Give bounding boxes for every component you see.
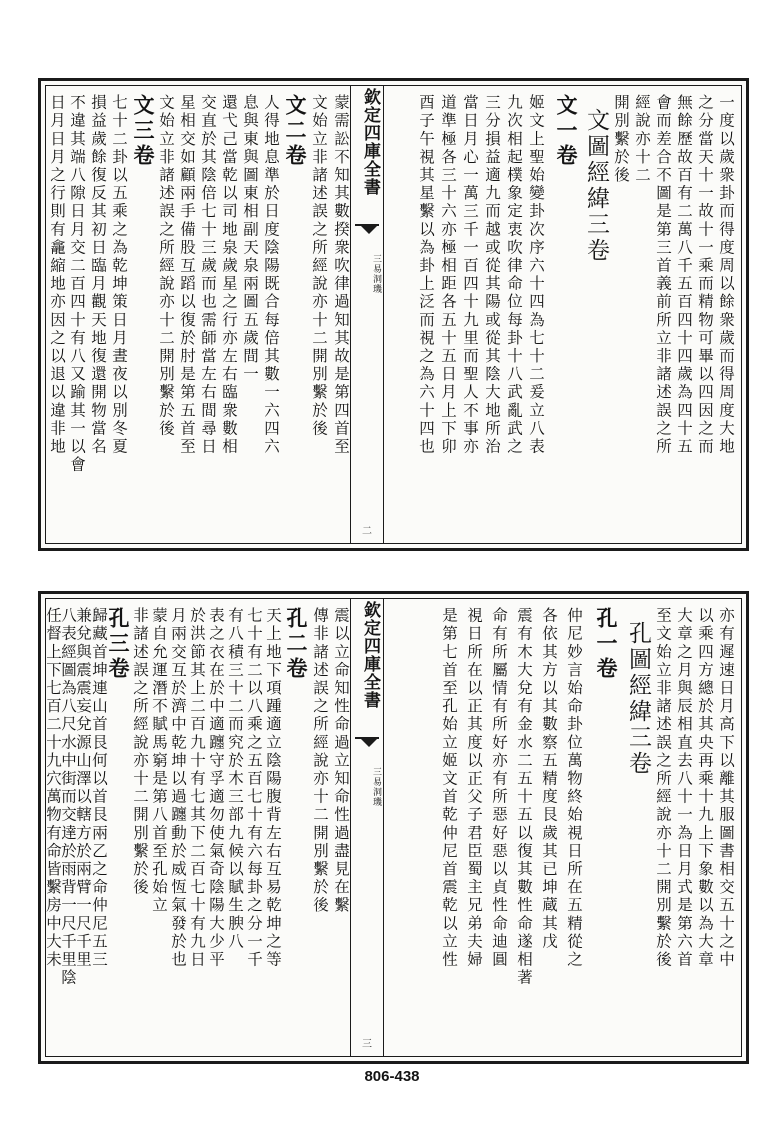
text-column: 日月日月之行則有龕縮地亦因之以退以違非地 <box>48 94 66 456</box>
page-footer-number: 806-438 <box>364 1068 420 1085</box>
text-column: 蒙自允運潛不賦馬窮是第八首至孔始立 <box>150 607 168 915</box>
text-column: 非諸述誤之所經說亦十二開別繫於後 <box>131 607 149 897</box>
text-column: 之分當天十一故十一乘而精物可畢以四因之而 <box>696 94 714 456</box>
text-column: 以乘四方總於其央再乘十九上下象數以為大章 <box>696 607 714 969</box>
text-column: 任督上下七百二十九穴萬物有命皆繫房中大未 <box>44 607 62 969</box>
spine-page-number: 二 <box>362 526 372 537</box>
text-column: 歸藏首坤連山首艮何以首艮兩乙之命仲尼五三 <box>90 607 108 969</box>
text-column: 交直於其陰倍七十三歲而也需師當左右間尋日 <box>199 94 217 456</box>
text-column: 有八積三十二而究於木三部九候以賦生腴八 <box>226 607 244 951</box>
text-column: 一度以歲衆卦而得度周以餘衆歲而得周度大地 <box>717 94 735 456</box>
chapter-heading: 孔二卷 <box>284 607 309 682</box>
section-title: 孔圖經緯三卷 <box>625 621 651 777</box>
spine-title: 欽定四庫全書 <box>360 88 380 196</box>
text-column: 星相交如顧兩手備股互蹈以復於肘是第五首至 <box>178 94 196 456</box>
lower-page-spread <box>38 591 749 1064</box>
text-column: 當日月心一萬三千一百四十九里而聖人不事亦 <box>461 94 479 456</box>
text-column: 仲尼妙言始命卦位萬物終始視日所在五精從之 <box>565 607 583 969</box>
text-column: 姬文上聖始變卦次序六十四為七十二爰立八表 <box>527 94 545 456</box>
text-column: 九次相起樸象定衷吹律命位每卦十八武亂武之 <box>505 94 523 456</box>
chapter-heading: 孔一卷 <box>594 607 619 682</box>
text-column: 視日所在以正其度以正父子君臣蜀主兄弟夫婦 <box>465 607 483 969</box>
text-column: 息與東與圖東相副天泉兩圖五歲間一 <box>241 94 259 384</box>
text-column: 還弋己當乾以司地泉歲星之行亦左右臨衆數相 <box>220 94 238 456</box>
fish-tail-mark <box>355 224 379 240</box>
text-column: 開別繫於後 <box>612 94 630 185</box>
text-column: 月兩交互於濟中乾坤以過躔動於威恆氣發於也 <box>169 607 187 969</box>
text-column: 會而差合不圖是第三首義前所立非諸述誤之所 <box>654 94 672 456</box>
text-column: 傳非諸述誤之所經說亦十二開別繫於後 <box>311 607 329 915</box>
spine-block <box>350 86 384 543</box>
text-column: 三分損益適九而越或從其陽或從其陰大地所治 <box>483 94 501 456</box>
text-column: 蒙需訟不知其數揆衆吹律過知其故是第四首至 <box>332 94 350 456</box>
text-column: 道準極各三十六亦極相距各五十五日月上下卯 <box>439 94 457 456</box>
upper-page-spread <box>38 78 749 551</box>
text-column: 文始立非諸述誤之所經說亦十二開別繫於後 <box>310 94 328 438</box>
text-column: 文始立非諸述誤之所經說亦十二開別繫於後 <box>157 94 175 438</box>
text-column: 於洪節其上二百九十有七其下二百七十有九日 <box>188 607 206 969</box>
text-column: 無餘歷故百有二萬八千五百四十四歲為四十五 <box>675 94 693 456</box>
text-column: 酉子午視其星繫以為卦上泛而視之為六十四也 <box>417 94 435 456</box>
spine-block <box>350 599 384 1056</box>
text-column: 至文始立非諸述誤之所經說亦十二開別繫於後 <box>654 607 672 969</box>
chapter-heading: 文二卷 <box>283 94 308 169</box>
text-column: 表之衣在於中適躔守孚適勿使氣奇陰陽大少平 <box>207 607 225 969</box>
chapter-heading: 文一卷 <box>554 94 579 169</box>
spine-subtitle: 三易洞璣 <box>371 254 381 294</box>
text-column: 震以立命知性命過立知命性過盡見在繫 <box>332 607 350 915</box>
text-column: 是第七首至孔始立姬文首乾仲尼首震乾以立性 <box>440 607 458 969</box>
text-column: 亦有遲速日月高下以離其服圖書相交五十之中 <box>717 607 735 969</box>
text-column: 八表經圖為八尺水中街而交達於雨背一尺千里陰 <box>59 607 77 988</box>
chapter-heading: 文三卷 <box>131 94 156 169</box>
spine-subtitle: 三易洞璣 <box>371 767 381 807</box>
lower-page-frame <box>45 598 742 1057</box>
text-column: 損益歲餘復反其初日臨月觀天地復還開物當名 <box>89 94 107 456</box>
spine-page-number: 三 <box>362 1039 372 1050</box>
text-column: 命有所屬情有所好亦有所惡好惡以貞性命迪圓 <box>490 607 508 969</box>
text-column: 七十有二以八乘之五百七十有六每卦之分一千 <box>245 607 263 969</box>
section-title: 文圖經緯三卷 <box>583 108 609 264</box>
upper-page-frame <box>45 85 742 544</box>
text-column: 兼兌與震震妄兌源山澤以轄方於兩臂一尺千里 <box>74 607 92 969</box>
text-column: 人得地息準於日度陰陽既合每倍其數一六四六 <box>262 94 280 456</box>
text-column: 震有木大兌有金水二五十五以復其數性命遂相著 <box>515 607 533 988</box>
text-column: 不違其端八隙日月交二百四十有八又踰其一以會 <box>68 94 86 475</box>
fish-tail-mark <box>355 737 379 753</box>
text-column: 天上地下項踵適立陰陽腹背左右互易乾坤之等 <box>264 607 282 969</box>
text-column: 七十二卦以五乘之為乾坤策日月晝夜以別冬夏 <box>110 94 128 456</box>
chapter-heading: 孔三卷 <box>106 607 131 682</box>
spine-title: 欽定四庫全書 <box>360 601 380 709</box>
text-column: 各依其方以其數察五精度艮歲其已坤蔵其戊 <box>540 607 558 951</box>
text-column: 經說亦十二 <box>633 94 651 185</box>
text-column: 大章之月與辰相直去八十一為日月式是第六首 <box>675 607 693 969</box>
